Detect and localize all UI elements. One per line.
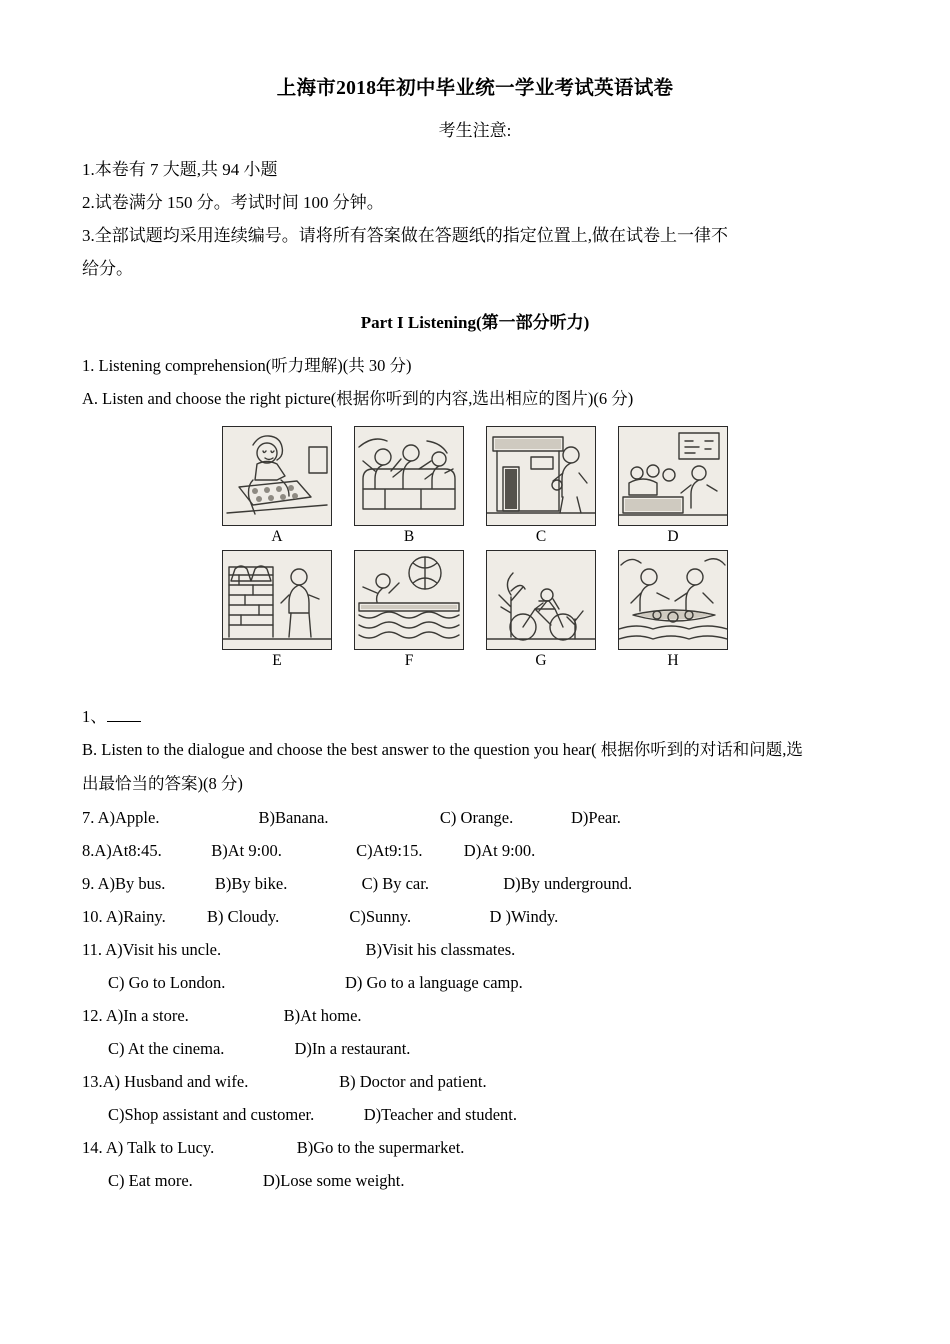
picture-label-a: A bbox=[271, 528, 283, 546]
page-title: 上海市2018年初中毕业统一学业考试英语试卷 bbox=[276, 78, 674, 99]
picture-row-bottom bbox=[222, 550, 728, 674]
picture-label-e: E bbox=[272, 652, 282, 670]
section-a-heading: A. Listen and choose the right picture(根据你听到的内容,选出相应的图片)(6 分) bbox=[82, 389, 634, 409]
question-13-cont: C)Shop assistant and customer. D)Teacher and student. bbox=[108, 1104, 517, 1124]
picture-cell-c[interactable] bbox=[486, 426, 596, 550]
listening-comprehension-heading: 1. Listening comprehension(听力理解)(共 30 分) bbox=[82, 355, 412, 375]
woman-outside-market-icon bbox=[486, 426, 596, 526]
picnic-outdoors-icon bbox=[618, 550, 728, 650]
picture-grid bbox=[82, 426, 868, 674]
baking-cookies-icon bbox=[222, 426, 332, 526]
section-b-heading: B. Listen to the dialogue and choose the best answer to the question you hear( 根据你听到的对话和问题,选 bbox=[82, 740, 803, 760]
swimming-pool-icon bbox=[354, 550, 464, 650]
picture-cell-d[interactable] bbox=[618, 426, 728, 550]
picture-label-c: C bbox=[535, 528, 547, 546]
question-10: 10. A)Rainy. B) Cloudy. C)Sunny. D )Windy. bbox=[82, 906, 559, 926]
picture-cell-b[interactable] bbox=[354, 426, 464, 550]
notice-line-2: 2.试卷满分 150 分。考试时间 100 分钟。 bbox=[82, 193, 384, 213]
picture-label-h: H bbox=[667, 652, 679, 670]
picture-row-top bbox=[222, 426, 728, 550]
question-1-answer-blank[interactable] bbox=[107, 707, 141, 722]
classroom-teacher-icon bbox=[618, 426, 728, 526]
question-1-row bbox=[82, 700, 868, 733]
question-14: 14. A) Talk to Lucy. B)Go to the supermarket. bbox=[82, 1137, 465, 1157]
question-11-cont: C) Go to London. D) Go to a language camp. bbox=[108, 972, 523, 992]
notice-heading: 考生注意: bbox=[438, 121, 512, 140]
question-12-cont: C) At the cinema. D)In a restaurant. bbox=[108, 1038, 411, 1058]
notice-line-1: 1.本卷有 7 大题,共 94 小题 bbox=[82, 160, 278, 179]
picture-label-g: G bbox=[535, 652, 547, 670]
picture-cell-g[interactable] bbox=[486, 550, 596, 674]
picture-label-f: F bbox=[404, 652, 414, 670]
notice-line-3: 3.全部试题均采用连续编号。请将所有答案做在答题纸的指定位置上,做在试卷上一律不 bbox=[82, 226, 728, 246]
question-9: 9. A)By bus. B)By bike. C) By car. D)By underground. bbox=[82, 873, 633, 893]
picture-cell-e[interactable] bbox=[222, 550, 332, 674]
question-12: 12. A)In a store. B)At home. bbox=[82, 1005, 362, 1025]
picture-label-d: D bbox=[667, 528, 679, 546]
notice-line-4: 给分。 bbox=[82, 259, 133, 279]
section-b-heading-cont: 出最恰当的答案)(8 分) bbox=[82, 774, 243, 793]
picture-cell-h[interactable] bbox=[618, 550, 728, 674]
part-heading: Part I Listening(第一部分听力) bbox=[360, 312, 590, 332]
picture-cell-f[interactable] bbox=[354, 550, 464, 674]
shopping-clothes-icon bbox=[222, 550, 332, 650]
cycling-in-park-icon bbox=[486, 550, 596, 650]
question-14-cont: C) Eat more. D)Lose some weight. bbox=[108, 1170, 405, 1190]
question-7: 7. A)Apple. B)Banana. C) Orange. D)Pear. bbox=[82, 807, 621, 827]
picture-label-b: B bbox=[403, 528, 415, 546]
question-1-number: 1、 bbox=[82, 707, 107, 727]
question-8: 8.A)At8:45. B)At 9:00. C)At9:15. D)At 9:00. bbox=[82, 840, 536, 860]
picture-cell-a[interactable] bbox=[222, 426, 332, 550]
kids-on-sofa-icon bbox=[354, 426, 464, 526]
question-11: 11. A)Visit his uncle. B)Visit his classmates. bbox=[82, 939, 516, 959]
question-13: 13.A) Husband and wife. B) Doctor and patient. bbox=[82, 1071, 487, 1091]
